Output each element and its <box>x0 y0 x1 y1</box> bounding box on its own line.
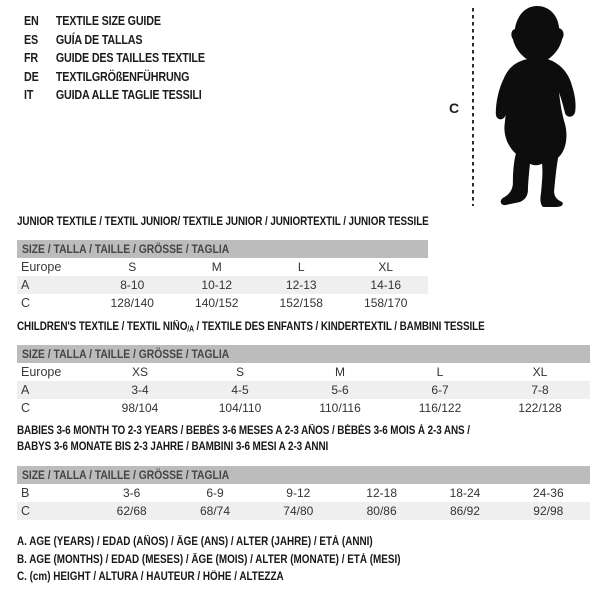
size-cell: 98/104 <box>121 401 159 415</box>
size-header-label: SIZE / TALLA / TAILLE / GRÖSSE / TAGLIA <box>22 468 230 482</box>
size-cell: M <box>335 365 345 379</box>
size-cell: 5-6 <box>331 383 349 397</box>
size-cell: M <box>211 260 222 274</box>
size-cell: 62/68 <box>116 504 147 518</box>
table-row-age <box>17 276 428 294</box>
size-cell: 74/80 <box>283 504 314 518</box>
size-cell: 152/158 <box>279 296 323 310</box>
babies-title-line2: BABYS 3-6 MONATE BIS 2-3 JAHRE / BAMBINI 3-6 MESI A 2-3 ANNI <box>17 441 329 453</box>
size-cell: 12-13 <box>285 278 317 292</box>
junior-size-header-bar <box>17 240 428 258</box>
size-cell: XS <box>131 365 148 379</box>
size-cell: 12-18 <box>366 486 397 500</box>
size-cell: L <box>436 365 444 379</box>
size-cell: 14-16 <box>370 278 402 292</box>
size-cell: 24-36 <box>532 486 564 500</box>
legend-line-a: A. AGE (YEARS) / EDAD (AÑOS) / ÂGE (ANS) / ALTER (JAHRE) / ETÀ (ANNI) <box>17 536 373 548</box>
size-cell: 104/110 <box>218 401 262 415</box>
size-cell: 80/86 <box>366 504 397 518</box>
table-row-europe <box>17 363 590 381</box>
table-row-height <box>17 399 590 417</box>
size-header-label: SIZE / TALLA / TAILLE / GRÖSSE / TAGLIA <box>22 242 230 256</box>
size-cell: 128/140 <box>110 296 154 310</box>
size-cell: S <box>128 260 137 274</box>
language-row-de <box>24 68 205 87</box>
language-row-it <box>24 86 205 105</box>
language-row-fr <box>24 49 205 68</box>
children-size-header-bar <box>17 345 590 363</box>
legend-line-b: B. AGE (MONTHS) / EDAD (MESES) / ÂGE (MOIS) / ALTER (MONATE) / ETÀ (MESI) <box>17 553 401 566</box>
language-heading-list <box>24 12 205 105</box>
size-cell: 110/116 <box>319 401 361 415</box>
language-code: EN <box>24 14 39 28</box>
language-code: IT <box>24 88 34 102</box>
height-dotted-line <box>472 8 474 206</box>
size-cell: 9-12 <box>286 486 311 500</box>
size-cell: 116/122 <box>418 401 462 415</box>
table-row-height <box>17 294 428 312</box>
row-label: Europe <box>21 365 62 379</box>
size-cell: 158/170 <box>364 296 408 310</box>
children-size-table <box>17 345 590 417</box>
babies-size-table <box>17 466 590 520</box>
table-row-height <box>17 502 590 520</box>
size-cell: XL <box>378 260 394 274</box>
size-header-label: SIZE / TALLA / TAILLE / GRÖSSE / TAGLIA <box>22 347 230 361</box>
language-code: DE <box>24 69 39 84</box>
children-title-text: CHILDREN'S TEXTILE / TEXTIL NIÑO <box>17 321 188 333</box>
language-row-en <box>24 12 205 31</box>
size-cell: S <box>235 365 244 379</box>
size-cell: 68/74 <box>199 504 230 518</box>
size-cell: 10-12 <box>201 278 233 292</box>
height-label: C <box>449 100 460 116</box>
size-cell: 6-9 <box>206 486 224 500</box>
language-label: GUIDE DES TAILLES TEXTILE <box>55 51 205 65</box>
row-label: A <box>21 383 30 397</box>
size-cell: 140/152 <box>195 296 239 310</box>
row-label: C <box>21 401 31 415</box>
row-label: C <box>21 504 31 518</box>
language-label: GUIDA ALLE TAGLIE TESSILI <box>55 88 202 102</box>
size-cell: 86/92 <box>449 504 480 518</box>
size-cell: 4-5 <box>231 383 249 397</box>
legend-line-c: C. (cm) HEIGHT / ALTURA / HAUTEUR / HÖHE / ALTEZZA <box>17 571 284 583</box>
size-cell: 3-4 <box>131 383 149 397</box>
language-label: TEXTILE SIZE GUIDE <box>55 14 161 28</box>
row-label: A <box>21 278 30 292</box>
children-title-subscript: /A <box>187 324 194 334</box>
table-row-age <box>17 381 590 399</box>
language-code: ES <box>24 32 39 47</box>
language-code: FR <box>24 51 38 65</box>
size-cell: 122/128 <box>518 401 562 415</box>
row-label: C <box>21 296 31 310</box>
language-label: TEXTILGRÖßENFÜHRUNG <box>55 69 190 84</box>
size-cell: XL <box>532 365 548 379</box>
size-cell: L <box>297 260 305 274</box>
babies-size-header-bar <box>17 466 590 484</box>
language-row-es <box>24 31 205 50</box>
row-label: B <box>21 486 30 500</box>
table-row-age-months <box>17 484 590 502</box>
size-cell: 18-24 <box>449 486 481 500</box>
children-title-text: / TEXTILE DES ENFANTS / KINDERTEXTIL / BAMBINI TESSILE <box>193 321 485 333</box>
legend <box>17 534 463 587</box>
table-row-europe <box>17 258 428 276</box>
size-cell: 8-10 <box>120 278 145 292</box>
size-cell: 6-7 <box>431 383 449 397</box>
children-table-title <box>17 319 485 337</box>
language-label: GUÍA DE TALLAS <box>55 32 143 47</box>
junior-table-title: JUNIOR TEXTILE / TEXTIL JUNIOR/ TEXTILE JUNIOR / JUNIORTEXTIL / JUNIOR TESSILE <box>17 216 429 228</box>
size-cell: 92/98 <box>533 504 564 518</box>
toddler-silhouette-icon <box>478 3 596 209</box>
size-cell: 3-6 <box>122 486 141 500</box>
size-cell: 7-8 <box>531 383 549 397</box>
row-label: Europe <box>21 260 62 274</box>
babies-table-title <box>17 423 470 455</box>
babies-title-line1: BABIES 3-6 MONTH TO 2-3 YEARS / BEBÉS 3-6 MESES A 2-3 AÑOS / BÉBÉS 3-6 MOIS À 2-3 ANS / <box>17 425 470 437</box>
junior-size-table <box>17 240 428 312</box>
